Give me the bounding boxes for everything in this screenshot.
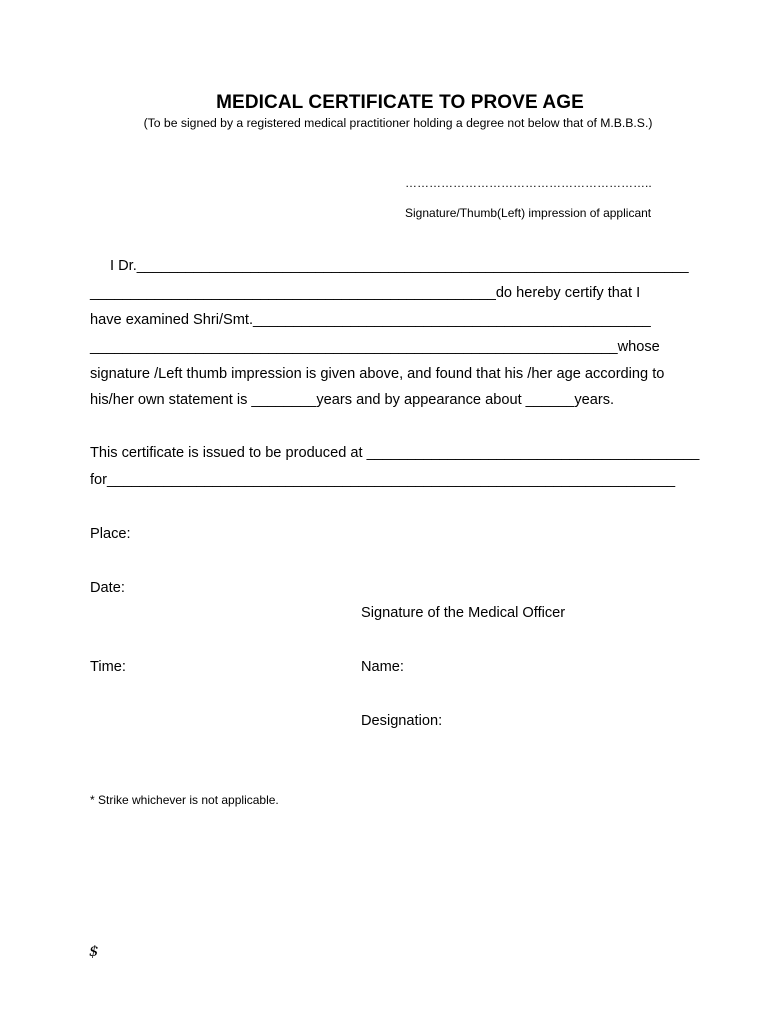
- page-title: MEDICAL CERTIFICATE TO PROVE AGE: [216, 92, 584, 113]
- applicant-signature-dots: ……………………………………………………..: [405, 176, 652, 190]
- footnote: * Strike whichever is not applicable.: [90, 793, 279, 807]
- body-line-whose: _________________________________________________________________whose: [90, 339, 660, 355]
- place-label: Place:: [90, 526, 131, 542]
- applicant-signature-caption: Signature/Thumb(Left) impression of applicant: [405, 206, 652, 220]
- body-line-age: his/her own statement is ________years and by appearance about ______years.: [90, 392, 615, 408]
- body-line-examined: have examined Shri/Smt._________________________________________________: [90, 312, 651, 328]
- body-line-signature: signature /Left thumb impression is given above, and found that his /her age according to: [90, 366, 665, 382]
- officer-name-label: Name:: [361, 659, 404, 675]
- issued-line-for: for______________________________________________________________________: [90, 472, 676, 488]
- medical-officer-signature-label: Signature of the Medical Officer: [361, 605, 566, 621]
- officer-designation-label: Designation:: [361, 713, 443, 729]
- corner-mark: $: [89, 942, 99, 960]
- page-subtitle: (To be signed by a registered medical practitioner holding a degree not below that of M.B.B.S.): [143, 116, 653, 130]
- time-label: Time:: [90, 659, 126, 675]
- issued-line-produced: This certificate is issued to be produced at _________________________________________: [90, 445, 700, 461]
- body-line-doctor: I Dr.____________________________________________________________________: [110, 258, 689, 274]
- date-label: Date:: [90, 580, 125, 596]
- body-line-certify: __________________________________________________do hereby certify that I: [90, 285, 641, 301]
